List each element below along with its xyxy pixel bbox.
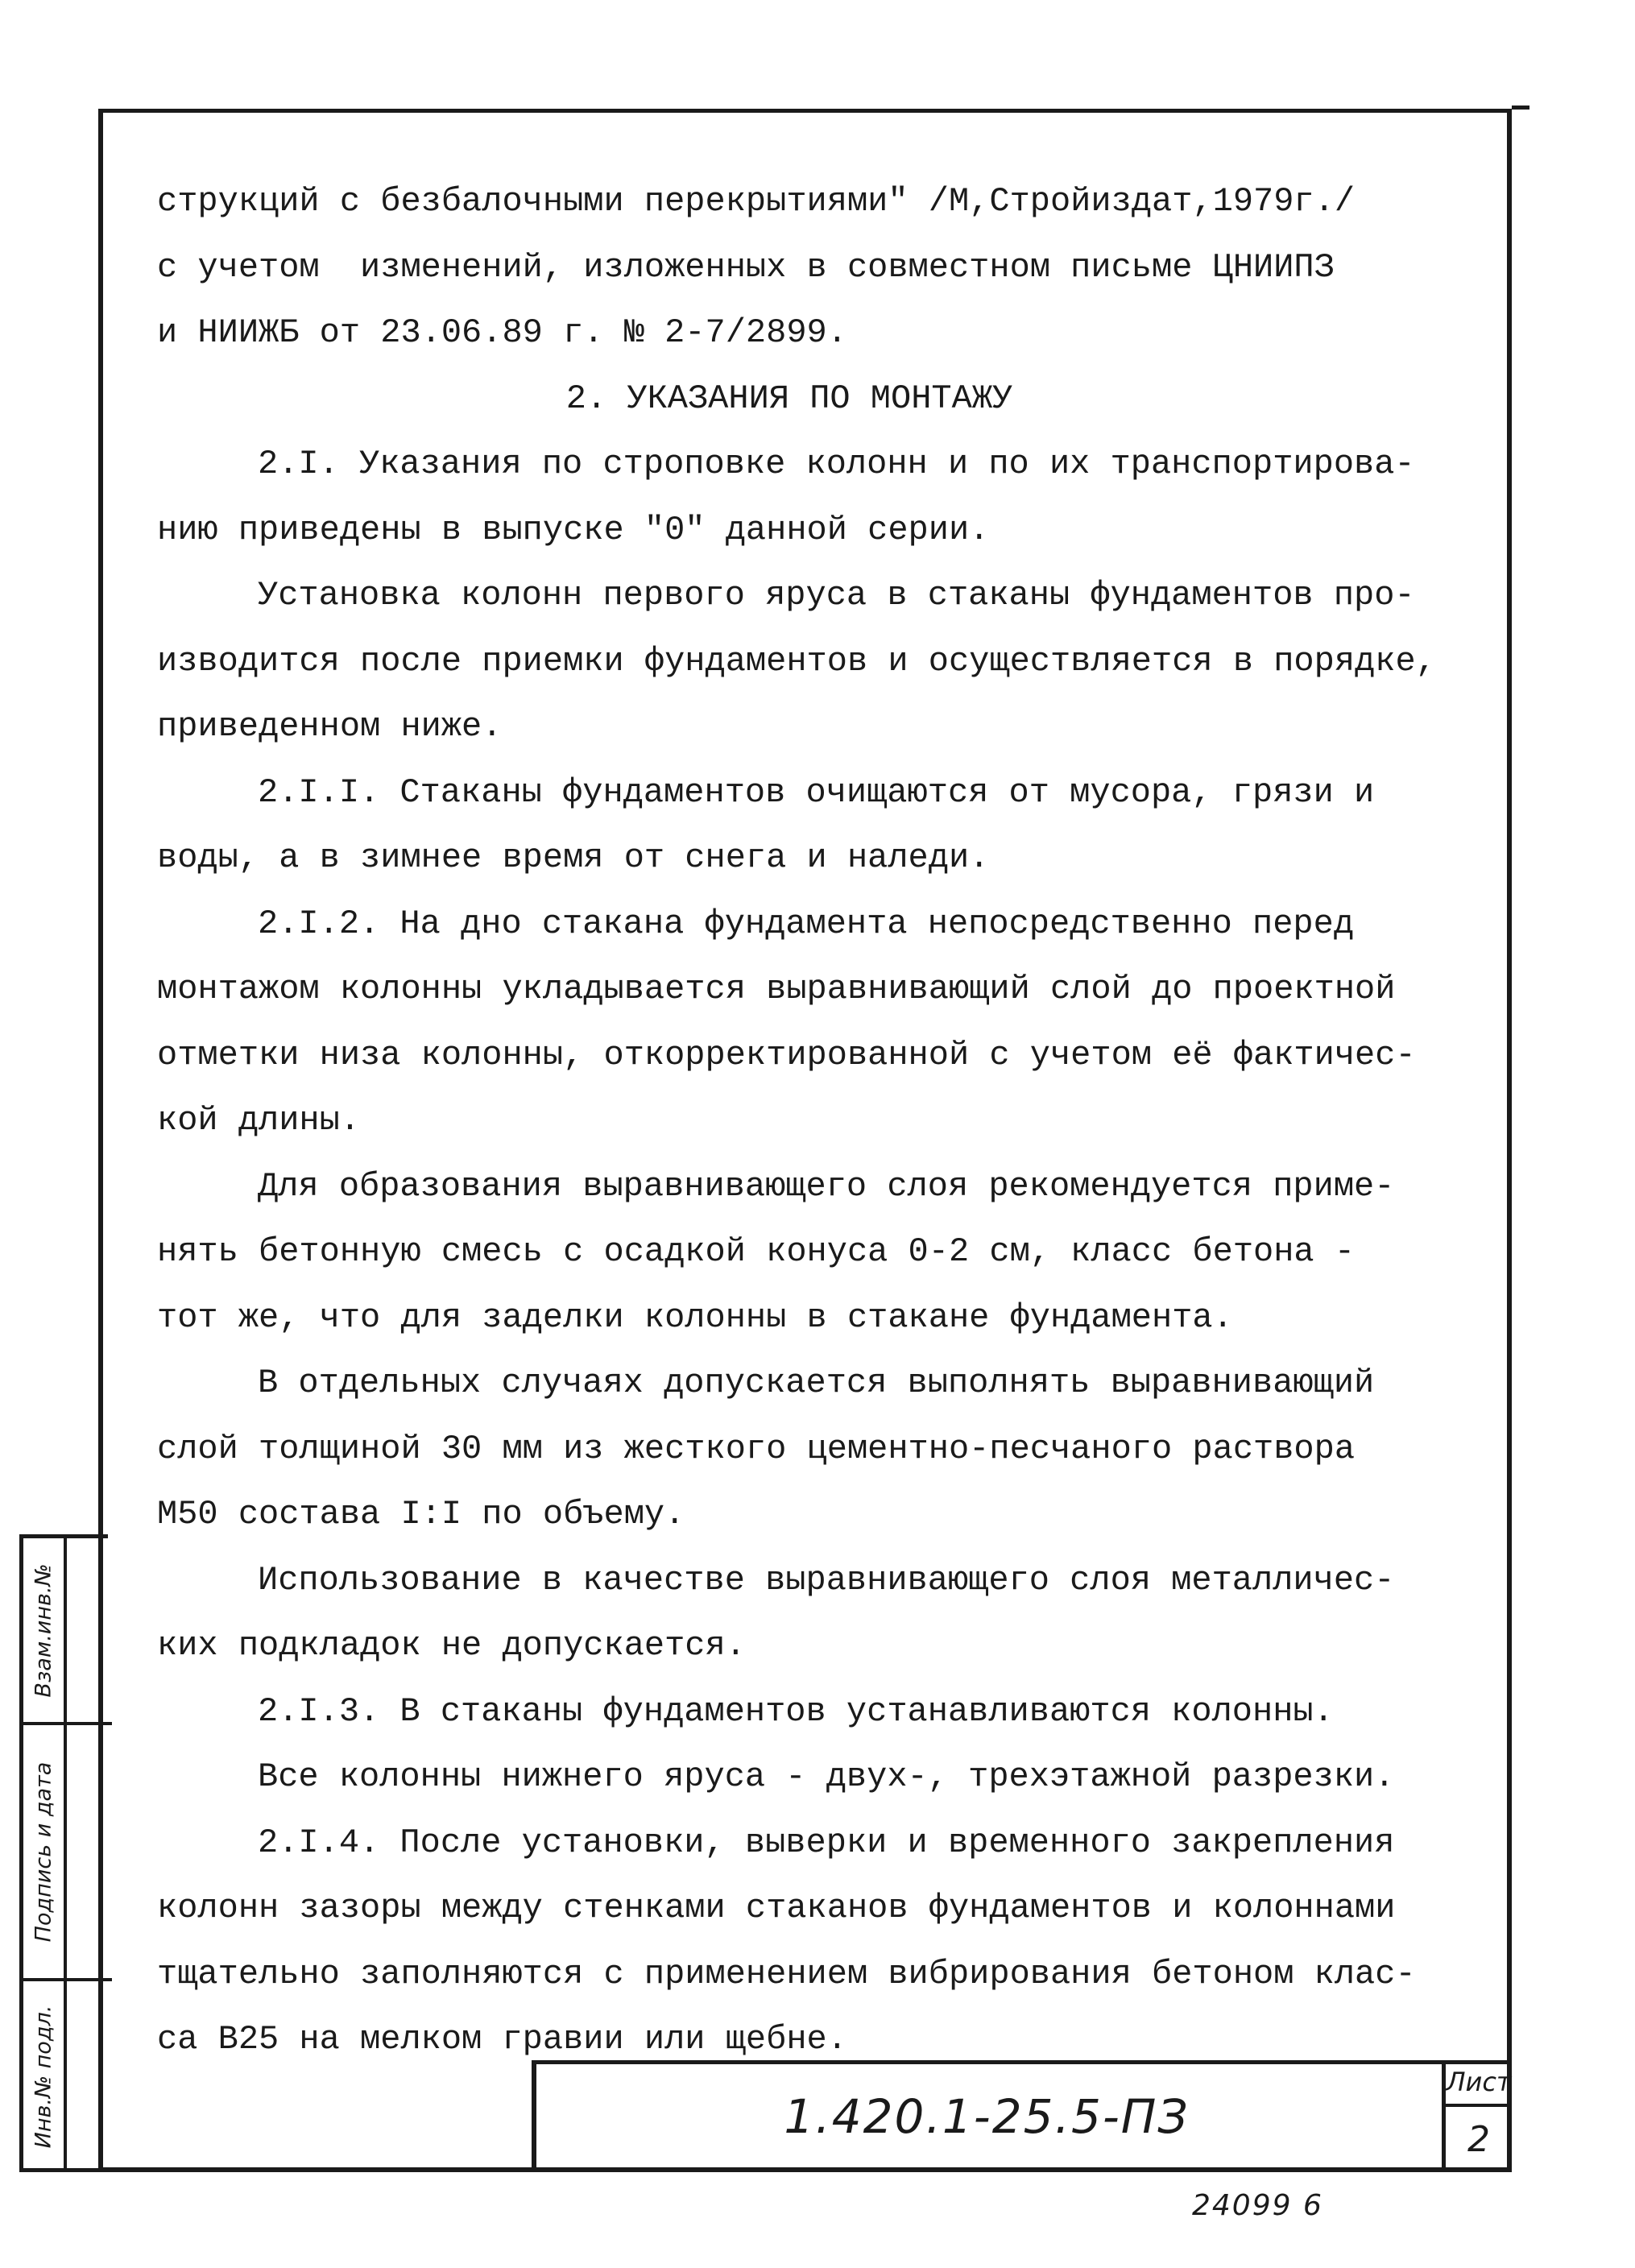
text-line: М50 состава I:I по объему. <box>157 1495 685 1533</box>
side-stamp <box>19 1534 108 2172</box>
text-line: 2.I.I. Стаканы фундаментов очищаются от мусора, грязи и <box>258 772 1375 812</box>
text-line: слой толщиной 30 мм из жесткого цементно-песчаного раствора <box>157 1429 1356 1468</box>
text-line: отметки низа колонны, откорректированной с учетом её фактичес- <box>157 1035 1416 1074</box>
text-line: приведенном ниже. <box>157 707 503 746</box>
side-stamp-divider <box>64 1538 67 2168</box>
side-stamp-cell-replacement <box>23 1538 64 1722</box>
side-stamp-label-signature: Подпись и дата <box>31 1761 56 1942</box>
body-text <box>157 169 1436 2073</box>
section-heading: 2. УКАЗАНИЯ ПО МОНТАЖУ <box>565 379 1013 418</box>
sheet-number: 2 <box>1467 2119 1490 2160</box>
text-line: кой длины. <box>157 1101 361 1140</box>
text-line: 2.I.2. На дно стакана фундамента непосредственно перед <box>258 904 1355 943</box>
text-line: воды, а в зимнее время от снега и наледи. <box>157 838 990 877</box>
side-stamp-cell-inventory <box>23 1981 64 2172</box>
text-line: и НИИЖБ от 23.06.89 г. № 2-7/2899. <box>157 313 847 352</box>
side-stamp-label-replacement: Взам.инв.№ <box>31 1562 56 1698</box>
text-line: колонн зазоры между стенками стаканов фундаментов и колоннами <box>157 1889 1396 1927</box>
sheet-label: Лист <box>1446 2067 1512 2097</box>
text-line: са В25 на мелком гравии или щебне. <box>157 2020 847 2059</box>
text-line: Установка колонн первого яруса в стаканы фундаментов про- <box>258 576 1415 615</box>
text-line: Использование в качестве выравнивающего слоя металличес- <box>258 1560 1395 1600</box>
text-line: тот же, что для заделки колонны в стакане фундамента. <box>157 1297 1233 1337</box>
document-code: 1.420.1-25.5-ПЗ <box>784 2088 1190 2144</box>
text-line: Все колонны нижнего яруса - двух-, трехэтажной разрезки. <box>258 1757 1395 1796</box>
side-stamp-cell-signature <box>23 1725 64 1978</box>
text-line: Для образования выравнивающего слоя рекомендуется приме- <box>258 1166 1395 1206</box>
text-line: нять бетонную смесь с осадкой конуса 0-2 см, класс бетона - <box>157 1232 1356 1271</box>
text-line: монтажом колонны укладывается выравнивающий слой до проектной <box>157 970 1396 1008</box>
text-line: с учетом изменений, изложенных в совместном письме ЦНИИПЗ <box>157 247 1335 287</box>
text-line: 2.I.3. В стаканы фундаментов устанавливаются колонны. <box>258 1691 1334 1731</box>
text-line: изводится после приемки фундаментов и осуществляется в порядке, <box>157 641 1436 681</box>
text-line: ких подкладок не допускается. <box>157 1626 746 1665</box>
text-line: нию приведены в выпуске "0" данной серии. <box>157 510 990 549</box>
text-line: В отдельных случаях допускается выполнять выравнивающий <box>258 1364 1375 1402</box>
text-line: 2.I.4. После установки, выверки и временного закрепления <box>258 1823 1395 1862</box>
sheet-number-box <box>1442 2060 1512 2172</box>
frame-edge <box>1512 106 1529 110</box>
footer-stamp-number: 24099 6 <box>1192 2189 1323 2222</box>
text-line: 2.I. Указания по строповке колонн и по их транспортирова- <box>258 445 1415 483</box>
text-line: струкций с безбалочными перекрытиями" /М,Стройиздат,1979г./ <box>157 182 1356 221</box>
text-line: тщательно заполняются с применением вибрирования бетоном клас- <box>157 1954 1416 1993</box>
side-stamp-label-inventory: Инв.№ подл. <box>31 2005 56 2149</box>
